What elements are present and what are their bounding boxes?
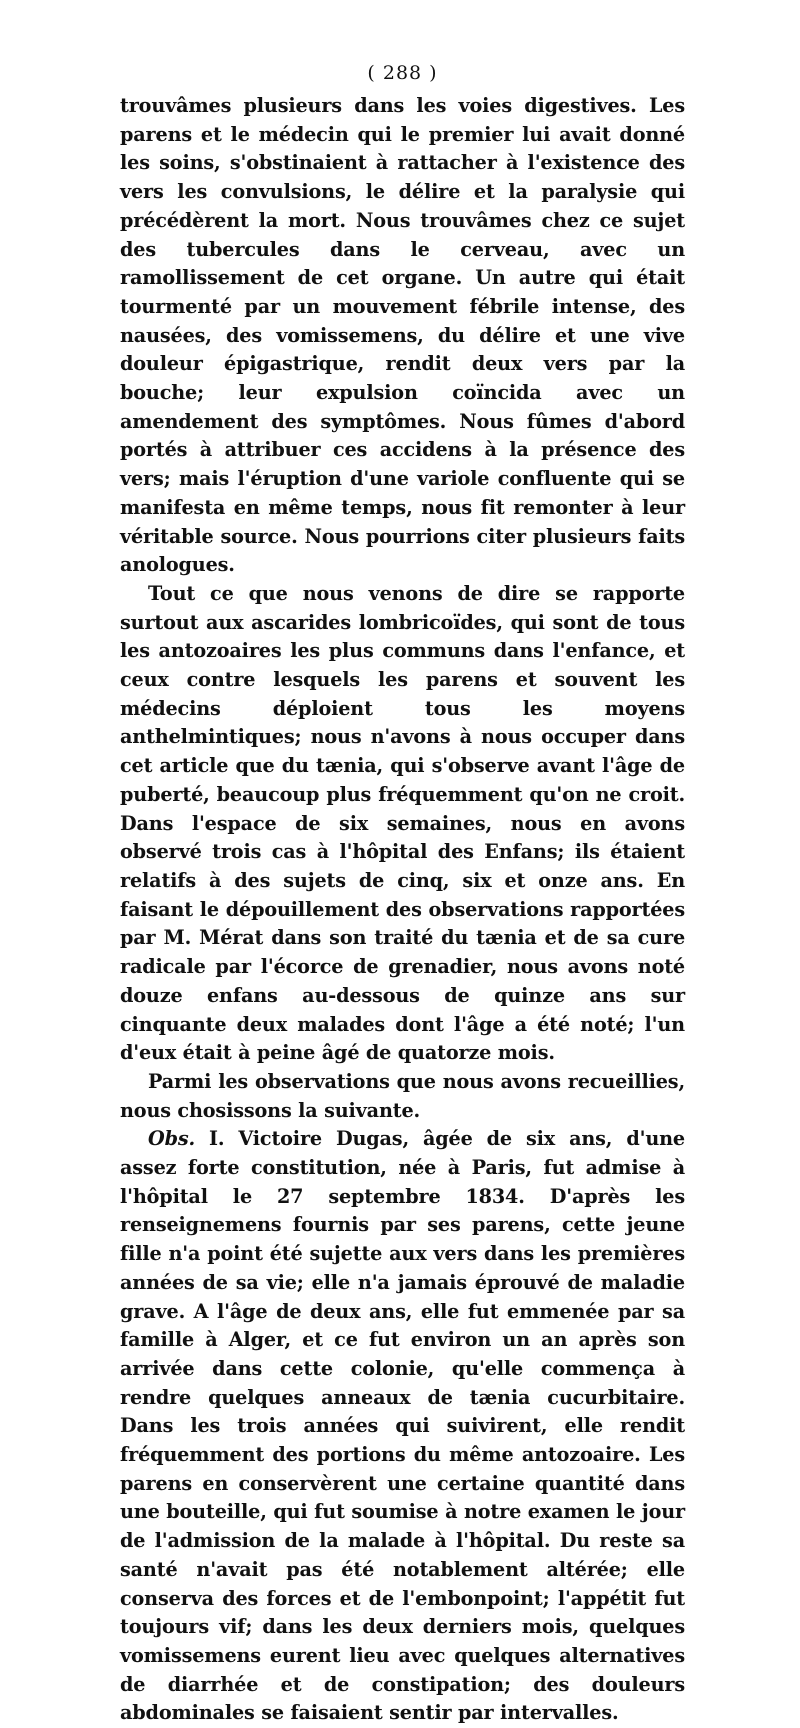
observation-label: Obs. <box>148 1127 196 1151</box>
book-page <box>120 60 685 1728</box>
paragraph-observation-1 <box>120 1125 685 1728</box>
paragraph-continuation: trouvâmes plusieurs dans les voies digestives. Les parens et le médecin qui le premier lui avait donné les soins, s'obstinaient à rattacher à l'existence des vers les convulsions, le délire et la paralysie qui précédèrent la mort. Nous trouvâmes chez ce sujet des tubercules dans le cerveau, avec un ramollissement de cet organe. Un autre qui était tourmenté par un mouvement fébrile intense, des nausées, des vomissemens, du délire et une vive douleur épigastrique, rendit deux vers par la bouche; leur expulsion coïncida avec un amendement des symptômes. Nous fûmes d'abord portés à attribuer ces accidens à la présence des vers; mais l'éruption d'une variole confluente qui se manifesta en même temps, nous fit remonter à leur véritable source. Nous pourrions citer plusieurs faits anologues. <box>120 94 685 577</box>
paragraph-ascarides: Tout ce que nous venons de dire se rapporte surtout aux ascarides lombricoïdes, qui sont de tous les antozoaires les plus communs dans l'enfance, et ceux contre lesquels les parens et souvent les médecins déploient tous les moyens anthelmintiques; nous n'avons à nous occuper dans cet article que du tænia, qui s'observe avant l'âge de puberté, beaucoup plus fréquemment qu'on ne croit. Dans l'espace de six semaines, nous en avons observé trois cas à l'hôpital des Enfans; ils étaient relatifs à des sujets de cinq, six et onze ans. En faisant le dépouillement des observations rapportées par M. Mérat dans son traité du tænia et de sa cure radicale par l'écorce de grenadier, nous avons noté douze enfans au-dessous de quinze ans sur cinquante deux malades dont l'âge a été noté; l'un d'eux était à peine âgé de quatorze mois. <box>120 581 685 1065</box>
page-number: ( 288 ) <box>367 62 438 84</box>
paragraph-observations-intro: Parmi les observations que nous avons recueillies, nous chosissons la suivante. <box>120 1069 685 1122</box>
observation-text: I. Victoire Dugas, âgée de six ans, d'une assez forte constitution, née à Paris, fut admise à l'hôpital le 27 septembre 1834. D'après les renseignemens fournis par ses parens, cette jeune fille n'a point été sujette aux vers dans les premières années de sa vie; elle n'a jamais éprouvé de maladie grave. A l'âge de deux ans, elle fut emmenée par sa famille à Alger, et ce fut environ un an après son arrivée dans cette colonie, qu'elle commença à rendre quelques anneaux de tænia cucurbitaire. Dans les trois années qui suivirent, elle rendit fréquemment des portions du même antozoaire. Les parens en conservèrent une certaine quantité dans une bouteille, qui fut soumise à notre examen le jour de l'admission de la malade à l'hôpital. Du reste sa santé n'avait pas été notablement altérée; elle conserva des forces et de l'embonpoint; l'appétit fut toujours vif; dans les deux derniers mois, quelques vomissemens eurent lieu avec quelques alternatives de diarrhée et de constipation; des douleurs abdominales se faisaient sentir par intervalles. <box>120 1127 685 1725</box>
